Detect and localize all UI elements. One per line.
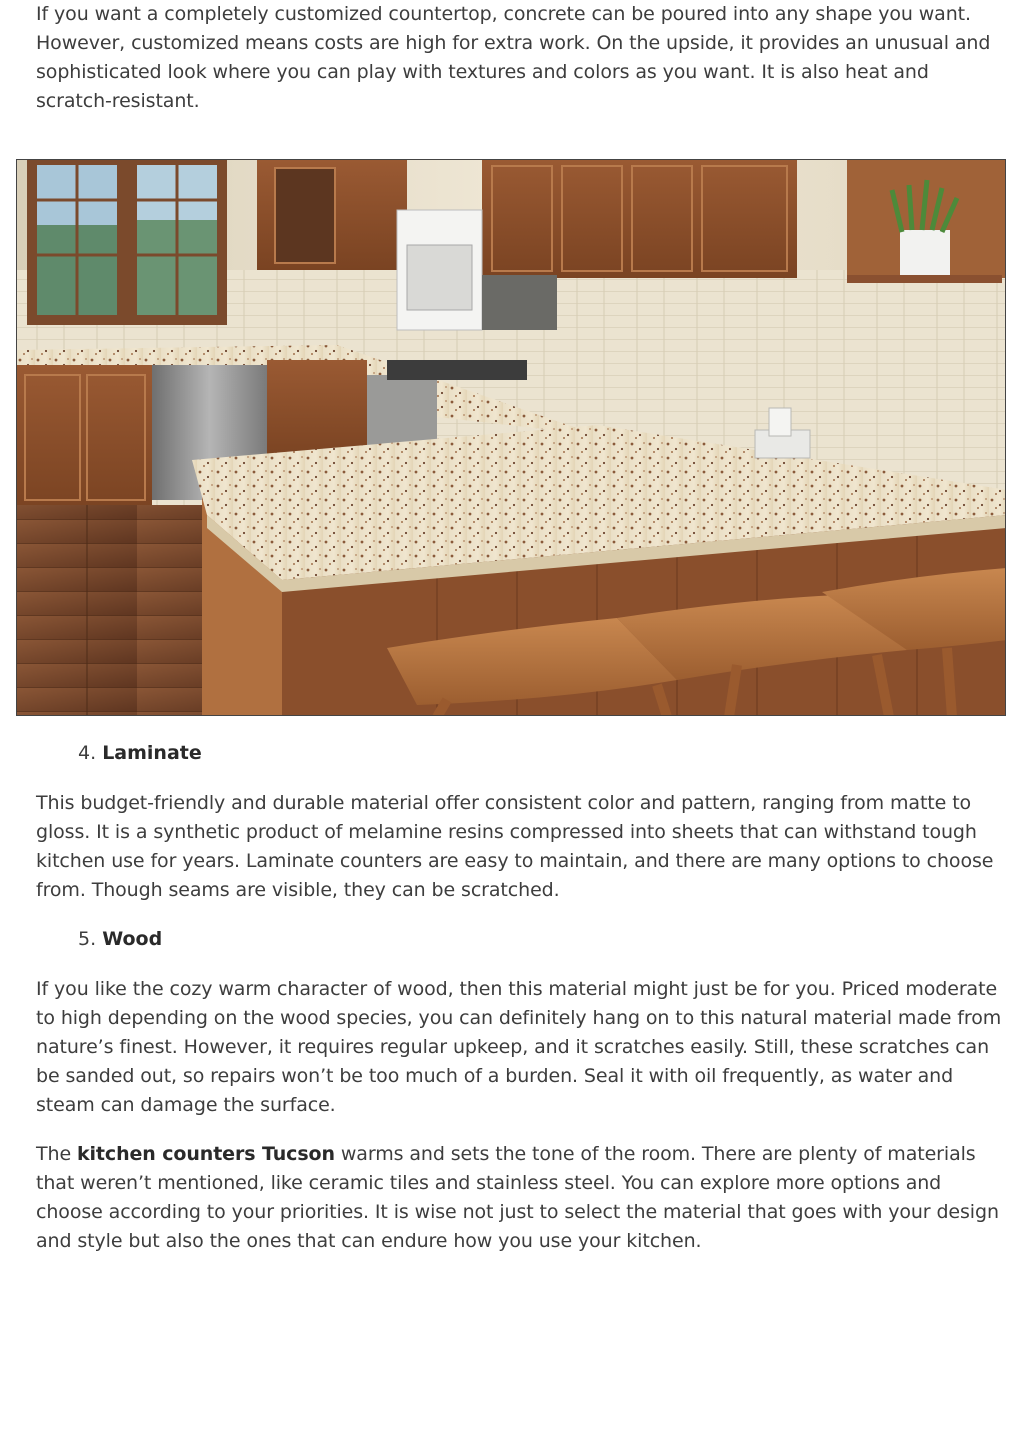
closing-paragraph [36,1140,1008,1256]
laminate-paragraph: This budget-friendly and durable material offer consistent color and pattern, ranging from matte to gloss. It is a synthetic product of melamine resins compressed into sheets that can withstand tough kitchen use for years. Laminate counters are easy to maintain, and there are many options to choose from. Though seams are visible, they can be scratched. [36,792,994,901]
wood-paragraph: If you like the cozy warm character of wood, then this material might just be for you. Priced moderate to high depending on the wood species, you can definitely hang on to this natural material made from nature’s finest. However, it requires regular upkeep, and it scratches easily. Still, these scratches can be sanded out, so repairs won’t be too much of a burden. Seal it with oil frequently, as water and steam can damage the surface. [36,978,1002,1116]
section-number: 5. [78,928,97,950]
section-number: 4. [78,742,97,764]
kitchen-countertop-photo [16,159,1006,716]
section-heading-wood [78,925,162,954]
section-title: Laminate [102,742,202,764]
keyword-link: kitchen counters Tucson [76,1143,335,1165]
section-heading-laminate [78,739,202,768]
section-title: Wood [102,928,163,950]
intro-paragraph: If you want a completely customized countertop, concrete can be poured into any shape you want. However, customized means costs are high for extra work. On the upside, it provides an unusual and sophisticated look where you can play with textures and colors as you want. It is also heat and scratch-resistant. [36,3,991,112]
closing-lead: The [36,1143,77,1165]
closing-text: warms and sets the tone of the room. There are plenty of materials that weren’t mentioned, like ceramic tiles and stainless steel. You can explore more options and choose according to your priorities. It is wise not just to select the material that goes with your design and style but also the ones that can endure how you use your kitchen. [36,1143,999,1252]
